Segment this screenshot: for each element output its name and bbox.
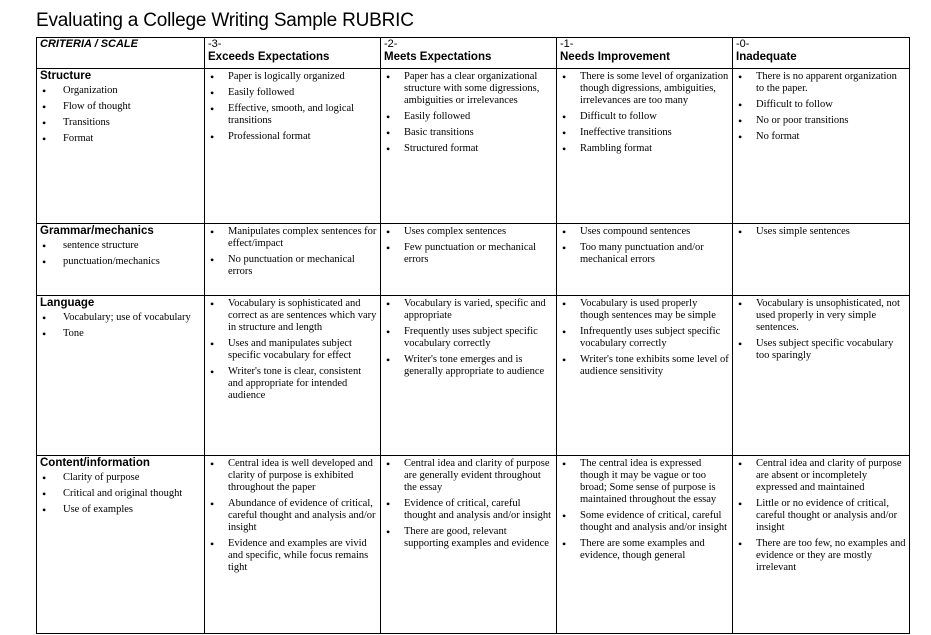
descriptor-item: • Few punctuation or mechanical errors bbox=[384, 242, 553, 266]
descriptor-item: • Central idea and clarity of purpose are generally evident throughout the essay bbox=[384, 458, 553, 494]
descriptor-item: • Central idea and clarity of purpose are absent or incompletely expressed and maintained bbox=[736, 458, 906, 494]
descriptor-list bbox=[208, 458, 377, 574]
descriptor-item: • Basic transitions bbox=[384, 127, 553, 139]
level-header-inadequate bbox=[733, 38, 910, 69]
descriptor-item: • Difficult to follow bbox=[736, 99, 906, 111]
descriptor-item: • No format bbox=[736, 131, 906, 143]
descriptor-item: • There are too few, no examples and evidence or they are mostly irrelevant bbox=[736, 538, 906, 574]
descriptor-item: • Uses simple sentences bbox=[736, 226, 906, 238]
criteria-item: • Flow of thought bbox=[40, 101, 201, 113]
header-row bbox=[37, 38, 910, 69]
descriptor-item: • Vocabulary is unsophisticated, not used properly in very simple sentences. bbox=[736, 298, 906, 334]
descriptor-item: • No punctuation or mechanical errors bbox=[208, 254, 377, 278]
descriptor-item: • Central idea is well developed and clarity of purpose is exhibited throughout the paper bbox=[208, 458, 377, 494]
category-label: Structure bbox=[40, 70, 92, 82]
descriptor-item: • Effective, smooth, and logical transitions bbox=[208, 103, 377, 127]
descriptor-cell-exceeds bbox=[205, 456, 381, 634]
level-header-meets bbox=[381, 38, 557, 69]
descriptor-cell-needs-improvement bbox=[557, 224, 733, 296]
rubric-row-language bbox=[37, 296, 910, 456]
criteria-item: • sentence structure bbox=[40, 240, 201, 252]
descriptor-item: • There are some examples and evidence, though general bbox=[560, 538, 729, 562]
criteria-list bbox=[40, 312, 201, 340]
descriptor-list bbox=[560, 458, 729, 562]
descriptor-item: • Uses compound sentences bbox=[560, 226, 729, 238]
level-number: -3- bbox=[208, 38, 222, 50]
descriptor-item: • Vocabulary is sophisticated and correct as are sentences which vary in structure and length bbox=[208, 298, 377, 334]
descriptor-list bbox=[384, 71, 553, 155]
descriptor-item: • Uses and manipulates subject specific vocabulary for effect bbox=[208, 338, 377, 362]
descriptor-item: • Uses complex sentences bbox=[384, 226, 553, 238]
descriptor-item: • Paper has a clear organizational structure with some digressions, ambiguities or irrelevances bbox=[384, 71, 553, 107]
descriptor-cell-meets bbox=[381, 224, 557, 296]
descriptor-cell-exceeds bbox=[205, 224, 381, 296]
descriptor-list bbox=[384, 298, 553, 378]
descriptor-item: • Easily followed bbox=[208, 87, 377, 99]
category-label: Content/information bbox=[40, 457, 150, 469]
descriptor-item: • No or poor transitions bbox=[736, 115, 906, 127]
descriptor-cell-meets bbox=[381, 456, 557, 634]
descriptor-list bbox=[736, 458, 906, 574]
rubric-row-grammar-mechanics bbox=[37, 224, 910, 296]
descriptor-item: • Evidence of critical, careful thought and analysis and/or insight bbox=[384, 498, 553, 522]
descriptor-cell-inadequate bbox=[733, 69, 910, 224]
descriptor-item: • Professional format bbox=[208, 131, 377, 143]
descriptor-item: • Difficult to follow bbox=[560, 111, 729, 123]
level-number: -1- bbox=[560, 38, 574, 50]
criteria-cell bbox=[37, 456, 205, 634]
descriptor-item: • Writer's tone exhibits some level of audience sensitivity bbox=[560, 354, 729, 378]
criteria-item: • Clarity of purpose bbox=[40, 472, 201, 484]
criteria-scale-header: CRITERIA / SCALE bbox=[37, 38, 205, 69]
descriptor-item: • Manipulates complex sentences for effect/impact bbox=[208, 226, 377, 250]
descriptor-cell-needs-improvement bbox=[557, 456, 733, 634]
descriptor-cell-meets bbox=[381, 296, 557, 456]
descriptor-item: • Rambling format bbox=[560, 143, 729, 155]
descriptor-item: • Infrequently uses subject specific vocabulary correctly bbox=[560, 326, 729, 350]
descriptor-item: • Ineffective transitions bbox=[560, 127, 729, 139]
descriptor-item: • There are good, relevant supporting examples and evidence bbox=[384, 526, 553, 550]
criteria-item: • Use of examples bbox=[40, 504, 201, 516]
category-label: Grammar/mechanics bbox=[40, 225, 154, 237]
criteria-item: • Transitions bbox=[40, 117, 201, 129]
descriptor-item: • Writer's tone emerges and is generally appropriate to audience bbox=[384, 354, 553, 378]
descriptor-cell-inadequate bbox=[733, 296, 910, 456]
descriptor-item: • Little or no evidence of critical, careful thought or analysis and/or insight bbox=[736, 498, 906, 534]
descriptor-list bbox=[208, 226, 377, 278]
rubric-row-content-information bbox=[37, 456, 910, 634]
level-header-exceeds bbox=[205, 38, 381, 69]
descriptor-cell-exceeds bbox=[205, 296, 381, 456]
descriptor-item: • Structured format bbox=[384, 143, 553, 155]
level-name: Meets Expectations bbox=[384, 51, 492, 63]
criteria-cell bbox=[37, 69, 205, 224]
criteria-item: • Tone bbox=[40, 328, 201, 340]
descriptor-list bbox=[560, 71, 729, 155]
rubric-title: Evaluating a College Writing Sample RUBRIC bbox=[36, 10, 414, 31]
descriptor-item: • Writer's tone is clear, consistent and appropriate for intended audience bbox=[208, 366, 377, 402]
category-label: Language bbox=[40, 297, 95, 309]
rubric-table bbox=[36, 37, 910, 634]
descriptor-item: • Too many punctuation and/or mechanical errors bbox=[560, 242, 729, 266]
descriptor-item: • Vocabulary is varied, specific and appropriate bbox=[384, 298, 553, 322]
descriptor-list bbox=[384, 226, 553, 266]
descriptor-item: • Easily followed bbox=[384, 111, 553, 123]
descriptor-item: • Frequently uses subject specific vocabulary correctly bbox=[384, 326, 553, 350]
descriptor-list bbox=[384, 458, 553, 550]
criteria-list bbox=[40, 472, 201, 516]
descriptor-cell-inadequate bbox=[733, 456, 910, 634]
criteria-item: • Critical and original thought bbox=[40, 488, 201, 500]
descriptor-cell-exceeds bbox=[205, 69, 381, 224]
rubric-row-structure bbox=[37, 69, 910, 224]
criteria-cell bbox=[37, 224, 205, 296]
descriptor-item: • Uses subject specific vocabulary too sparingly bbox=[736, 338, 906, 362]
criteria-item: • Format bbox=[40, 133, 201, 145]
descriptor-item: • Evidence and examples are vivid and specific, while focus remains tight bbox=[208, 538, 377, 574]
descriptor-item: • The central idea is expressed though it may be vague or too broad; Some sense of purpose is maintained throughout the essay bbox=[560, 458, 729, 506]
descriptor-item: • There is no apparent organization to the paper. bbox=[736, 71, 906, 95]
descriptor-list bbox=[736, 71, 906, 143]
criteria-list bbox=[40, 85, 201, 145]
descriptor-item: • There is some level of organization though digressions, ambiguities, irrelevances are too many bbox=[560, 71, 729, 107]
descriptor-item: • Vocabulary is used properly though sentences may be simple bbox=[560, 298, 729, 322]
descriptor-cell-needs-improvement bbox=[557, 296, 733, 456]
criteria-list bbox=[40, 240, 201, 268]
descriptor-list bbox=[736, 298, 906, 362]
descriptor-cell-inadequate bbox=[733, 224, 910, 296]
descriptor-list bbox=[560, 298, 729, 378]
criteria-item: • Organization bbox=[40, 85, 201, 97]
descriptor-item: • Paper is logically organized bbox=[208, 71, 377, 83]
level-number: -0- bbox=[736, 38, 750, 50]
level-name: Needs Improvement bbox=[560, 51, 670, 63]
criteria-item: • Vocabulary; use of vocabulary bbox=[40, 312, 201, 324]
level-name: Inadequate bbox=[736, 51, 797, 63]
criteria-cell bbox=[37, 296, 205, 456]
descriptor-item: • Some evidence of critical, careful thought and analysis and/or insight bbox=[560, 510, 729, 534]
descriptor-cell-needs-improvement bbox=[557, 69, 733, 224]
descriptor-list bbox=[208, 298, 377, 402]
descriptor-list bbox=[736, 226, 906, 238]
descriptor-list bbox=[560, 226, 729, 266]
descriptor-cell-meets bbox=[381, 69, 557, 224]
level-header-needs-improvement bbox=[557, 38, 733, 69]
criteria-item: • punctuation/mechanics bbox=[40, 256, 201, 268]
level-number: -2- bbox=[384, 38, 398, 50]
level-name: Exceeds Expectations bbox=[208, 51, 330, 63]
descriptor-item: • Abundance of evidence of critical, careful thought and analysis and/or insight bbox=[208, 498, 377, 534]
descriptor-list bbox=[208, 71, 377, 143]
